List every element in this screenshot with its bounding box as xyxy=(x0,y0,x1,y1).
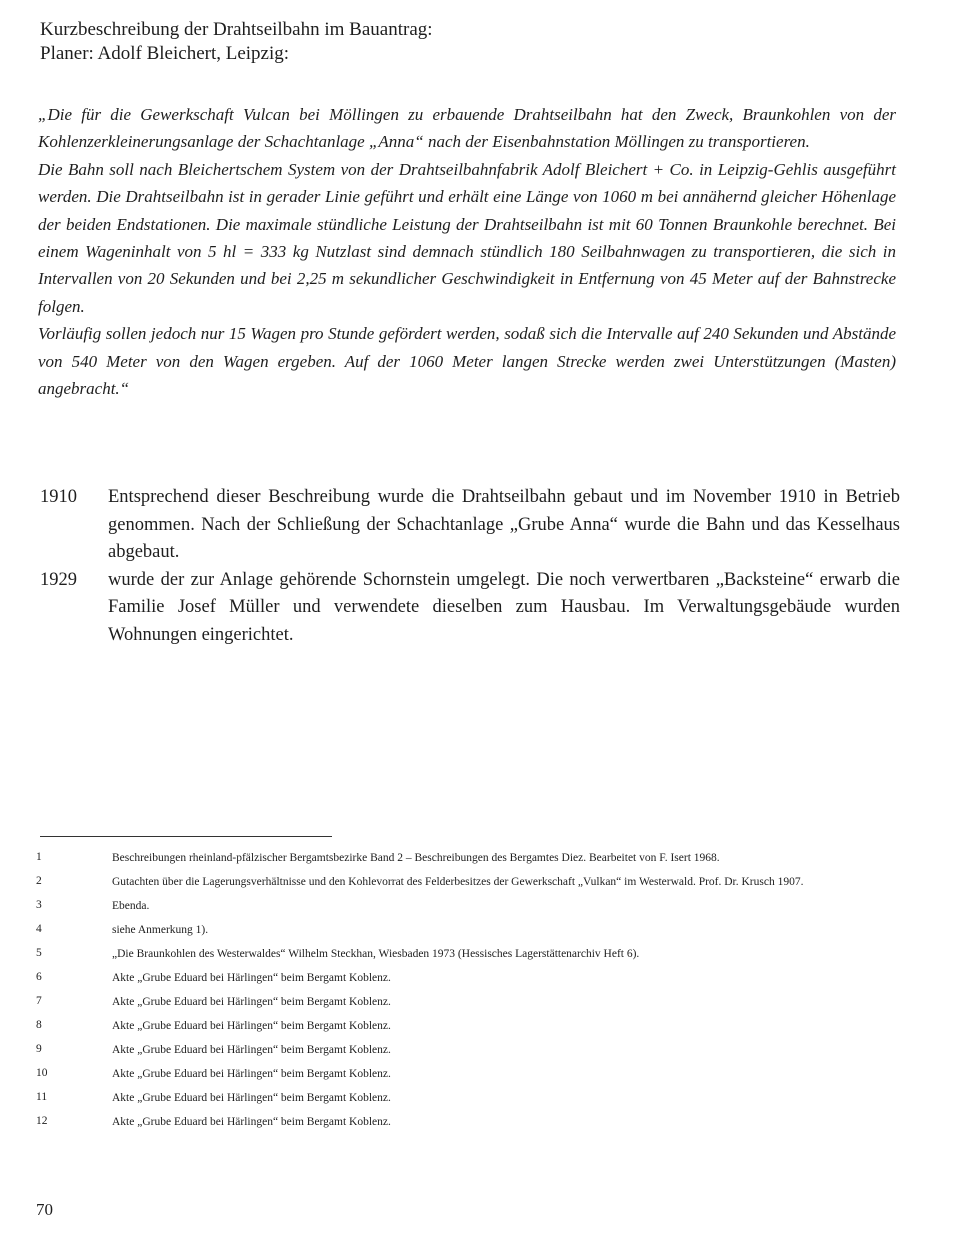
footnote-number: 11 xyxy=(36,1091,48,1103)
footnote xyxy=(36,1018,916,1034)
footnote-number: 4 xyxy=(36,923,42,935)
footnote xyxy=(36,1114,916,1130)
footnote-text: Akte „Grube Eduard bei Härlingen“ beim Bergamt Koblenz. xyxy=(112,1068,391,1080)
footnote-number: 5 xyxy=(36,947,42,959)
footnote-text: Gutachten über die Lagerungsverhältnisse und den Kohlevorrat des Felderbesitzes der Gewerkschaft „Vulkan“ im Westerwald. Prof. Dr. Krusch 1907. xyxy=(112,876,804,888)
footnote-number: 10 xyxy=(36,1067,48,1079)
quote-paragraph: Vorläufig sollen jedoch nur 15 Wagen pro Stunde gefördert werden, sodaß sich die Intervalle auf 240 Sekunden und Abstände von 540 Meter von den Wagen ergeben. Auf der 1060 Meter langen Strecke werden zwei Unterstützungen (Masten) angebracht.“ xyxy=(38,324,896,399)
footnote-number: 3 xyxy=(36,899,42,911)
footnote xyxy=(36,994,916,1010)
footnote-number: 8 xyxy=(36,1019,42,1031)
footnote-number: 12 xyxy=(36,1115,48,1127)
footnote xyxy=(36,1042,916,1058)
header-title: Kurzbeschreibung der Drahtseilbahn im Bauantrag: xyxy=(40,19,433,40)
footnote xyxy=(36,922,916,938)
footnote xyxy=(36,898,916,914)
quote-paragraph: „Die für die Gewerkschaft Vulcan bei Möllingen zu erbauende Drahtseilbahn hat den Zweck, Braunkohlen von der Kohlenzerkleinerungsanlage der Schachtanlage „Anna“ nach der Eisenbahnstation Möllingen zu transportieren. xyxy=(38,105,896,152)
chronology-entry xyxy=(40,484,900,567)
chronology-entry xyxy=(40,567,900,650)
entry-year: 1910 xyxy=(40,487,77,507)
footnotes xyxy=(36,850,916,1138)
footnote-text: Akte „Grube Eduard bei Härlingen“ beim Bergamt Koblenz. xyxy=(112,972,391,984)
footnote xyxy=(36,874,916,890)
footnote xyxy=(36,970,916,986)
footnote-number: 7 xyxy=(36,995,42,1007)
footnote xyxy=(36,946,916,962)
entry-text: Entsprechend dieser Beschreibung wurde die Drahtseilbahn gebaut und im November 1910 in Betrieb genommen. Nach der Schließung der Schachtanlage „Grube Anna“ wurde die Bahn und das Kesselhaus abgebaut. xyxy=(108,487,900,562)
footnote-text: siehe Anmerkung 1). xyxy=(112,924,209,936)
footnote xyxy=(36,1090,916,1106)
footnote xyxy=(36,1066,916,1082)
footnote-number: 1 xyxy=(36,851,42,863)
chronology xyxy=(40,484,900,649)
quote-paragraph: Die Bahn soll nach Bleichertschem System von der Drahtseilbahnfabrik Adolf Bleichert + Co. in Leipzig-Gehlis ausgeführt werden. Die Drahtseilbahn ist in gerader Linie geführt und erhält eine Länge von 1060 m bei annähernd gleicher Höhenlage der beiden Endstationen. Die maximale stündliche Leistung der Drahtseilbahn ist mit 60 Tonnen Braunkohle berechnet. Bei einem Wageninhalt von 5 hl = 333 kg Nutzlast sind demnach stündlich 180 Seilbahnwagen zu transportieren, die sich in Intervallen von 20 Sekunden und bei 2,25 m sekundlicher Geschwindigkeit in Entfernung von 45 Meter auf der Bahnstrecke folgen. xyxy=(38,159,896,316)
header-planner: Planer: Adolf Bleichert, Leipzig: xyxy=(40,43,290,64)
page-header xyxy=(40,18,920,66)
footnote-text: Akte „Grube Eduard bei Härlingen“ beim Bergamt Koblenz. xyxy=(112,1116,391,1128)
quoted-description xyxy=(38,101,896,402)
footnote-number: 6 xyxy=(36,971,42,983)
footnote-text: Beschreibungen rheinland-pfälzischer Bergamtsbezirke Band 2 – Beschreibungen des Bergamtes Diez. Bearbeitet von F. Isert 1968. xyxy=(112,852,720,864)
footnote-divider xyxy=(40,836,332,837)
entry-year: 1929 xyxy=(40,569,77,590)
footnote-text: Ebenda. xyxy=(112,900,150,912)
footnote-number: 9 xyxy=(36,1043,42,1055)
footnote-text: Akte „Grube Eduard bei Härlingen“ beim Bergamt Koblenz. xyxy=(112,1044,391,1056)
page-number: 70 xyxy=(36,1200,53,1219)
footnote-number: 2 xyxy=(36,875,42,887)
footnote-text: Akte „Grube Eduard bei Härlingen“ beim Bergamt Koblenz. xyxy=(112,1092,391,1104)
footnote xyxy=(36,850,916,866)
footnote-text: Akte „Grube Eduard bei Härlingen“ beim Bergamt Koblenz. xyxy=(112,996,391,1008)
footnote-text: „Die Braunkohlen des Westerwaldes“ Wilhelm Steckhan, Wiesbaden 1973 (Hessisches Lagerstättenarchiv Heft 6). xyxy=(112,948,640,960)
footnote-text: Akte „Grube Eduard bei Härlingen“ beim Bergamt Koblenz. xyxy=(112,1020,391,1032)
entry-text: wurde der zur Anlage gehörende Schornstein umgelegt. Die noch verwertbaren „Backsteine“ erwarb die Familie Josef Müller und verwendete dieselben zum Hausbau. Im Verwaltungsgebäude wurden Wohnungen eingerichtet. xyxy=(108,569,900,645)
